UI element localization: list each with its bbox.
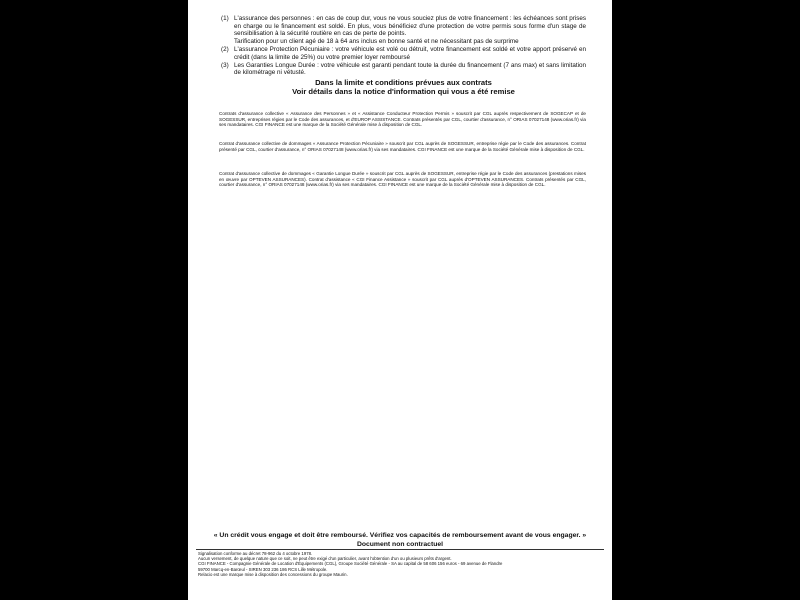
note-number: (1) xyxy=(221,15,229,22)
insurance-notes xyxy=(221,15,586,78)
contract-garantie-longue-duree: Contrat d'assurance collective de dommages « Garantie Longue Durée » souscrit par CGL auprès de SOGESSUR, entreprise régie par le Code des assurances (prestations mises en œuvre par OPTEVEN ASSURANCES). Contrat d'assistance « CGI Finance Assistance » souscrit par CGL auprès d'OPTEVEN ASSURANCES. Contrats présentés par CGL, courtier d'assurance, n° ORIAS 07027148 (www.orias.fr) via ses mandataires. CGI FINANCE est une marque de la Société Générale mise à disposition de CGL. xyxy=(219,171,586,187)
footer-divider xyxy=(196,549,604,550)
credit-warning-text: « Un crédit vous engage et doit être remboursé. Vérifiez vos capacités de remboursement avant de vous engager. » xyxy=(213,532,587,539)
note-number: (3) xyxy=(221,61,229,69)
legal-notice xyxy=(198,551,602,577)
note-text: Les Garanties Longue Durée : votre véhicule est garanti pendant toute la durée du financement (7 ans max) et sans limitation de kilométrage ni vétusté. xyxy=(234,61,586,77)
legal-line: Signalisation conforme au décret 78-962 du 4 octobre 1978. xyxy=(198,551,313,556)
contract-protection-pecuniaire: Contrat d'assurance collective de dommages « Assurance Protection Pécuniaire » souscrit par CGL auprès de SOGESSUR, entreprise régie par le Code des assurances. Contrat présenté par CGL, courtier d'assurance, n° ORIAS 07027148 (www.orias.fr) via ses mandataires. CGI FINANCE est une marque de la Société Générale mise à disposition de CGL. xyxy=(219,141,586,152)
legal-line: 59700 Marcq-en-Barœul - SIREN 303 236 186 RCS Lille Métropole. xyxy=(198,566,328,572)
legal-line: CGI FINANCE - Compagnie Générale de Location d'Équipements (CGL), Groupe Société Générale - SA au capital de 58 606 156 euros - 69 avenue de Flandre xyxy=(198,561,503,567)
note-3 xyxy=(221,62,586,77)
document-page xyxy=(188,0,612,600)
note-number: (2) xyxy=(221,45,229,53)
credit-warning xyxy=(196,532,604,549)
note-2 xyxy=(221,46,586,61)
limits-line-2: Voir détails dans la notice d'information qui vous a été remise xyxy=(292,87,515,96)
note-1 xyxy=(221,15,586,45)
contract-personnes: Contrats d'assurance collective « Assurance des Personnes » et « Assistance Conducteur Protection Permis » souscrit par CGL auprès respectivement de SOGECAP et de SOGESSUR, entreprises régies par le Code des assurances, et d'EUROP ASSISTANCE. Contrats présentés par CGL, courtier d'assurance, n° ORIAS 07027148 (www.orias.fr) via ses mandataires. CGI FINANCE est une marque de la Société Générale mise à disposition de CGL. xyxy=(219,111,586,127)
legal-line: Aucun versement, de quelque nature que ce soit, ne peut être exigé d'un particulier, avant l'obtention d'un ou plusieurs prêts d'argent. xyxy=(198,556,452,562)
note-tarification: Tarification pour un client agé de 18 à 64 ans inclus en bonne santé et ne nécessitant pas de surprime xyxy=(234,37,519,45)
limits-line-1: Dans la limite et conditions prévues aux contrats xyxy=(315,78,492,87)
note-text: L'assurance Protection Pécuniaire : votre véhicule est volé ou détruit, votre financement est soldé et votre apport préservé en crédit (dans la limite de 25%) ou votre premier loyer remboursé xyxy=(234,45,586,61)
note-text: L'assurance des personnes : en cas de coup dur, vous ne vous souciez plus de votre financement : les échéances sont prises en charge ou le financement est soldé. En plus, vous bénéficiez d'une protection de votre permis sous forme d'un stage de sensibilisation à la sécurité routière en cas de perte de points. xyxy=(234,15,586,38)
non-contractual-label: Document non contractuel xyxy=(356,540,444,548)
legal-line: Relacio est une marque mise à disposition des concessions du groupe Maurin. xyxy=(198,571,348,577)
limits-heading xyxy=(221,78,586,96)
